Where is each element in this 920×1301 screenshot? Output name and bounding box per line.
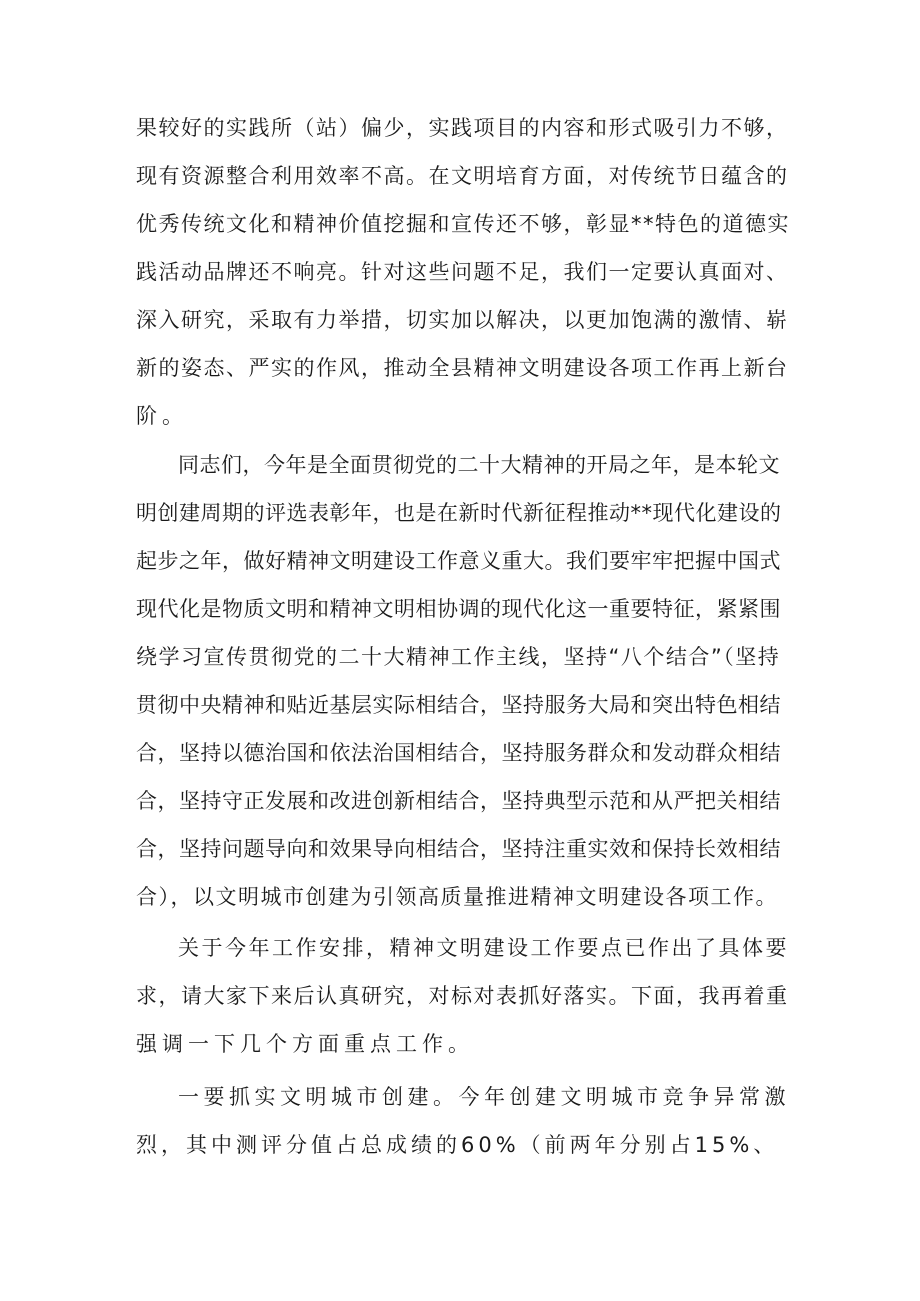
text-line: 合，坚持以德治国和依法治国相结合，坚持服务群众和发动群众相结 xyxy=(136,741,781,765)
text-line: 强调一下几个方面重点工作。 xyxy=(136,1032,474,1056)
text-line: 现有资源整合利用效率不高。在文明培育方面，对传统节日蕴含的 xyxy=(136,164,789,188)
text-line: 深入研究，采取有力举措，切实加以解决，以更加饱满的激情、崭 xyxy=(136,308,789,332)
text-line: 合，坚持守正发展和改进创新相结合，坚持典型示范和从严把关相结 xyxy=(136,789,781,813)
text-line: 明创建周期的评选表彰年，也是在新时代新征程推动**现代化建设的 xyxy=(136,501,782,525)
text-line: 烈，其中测评分值占总成绩的60%（前两年分别占15%、 xyxy=(136,1133,779,1157)
text-line: 贯彻中央精神和贴近基层实际相结合，坚持服务大局和突出特色相结 xyxy=(136,693,781,717)
text-line: 践活动品牌还不响亮。针对这些问题不足，我们一定要认真面对、 xyxy=(136,260,789,284)
text-line: 阶。 xyxy=(136,404,188,428)
paragraph-start-line: 一要抓实文明城市创建。今年创建文明城市竞争异常激 xyxy=(178,1085,790,1109)
text-line: 求，请大家下来后认真研究，对标对表抓好落实。下面，我再着重 xyxy=(136,984,789,1008)
text-line: 绕学习宣传贯彻党的二十大精神工作主线，坚持“八个结合”（坚持 xyxy=(136,645,781,669)
text-line: 新的姿态、严实的作风，推动全县精神文明建设各项工作再上新台 xyxy=(136,356,789,380)
text-line: 合），以文明城市创建为引领高质量推进精神文明建设各项工作。 xyxy=(136,885,778,909)
text-line: 起步之年，做好精神文明建设工作意义重大。我们要牢牢把握中国式 xyxy=(136,549,781,573)
text-line: 果较好的实践所（站）偏少，实践项目的内容和形式吸引力不够， xyxy=(136,116,789,140)
text-line: 优秀传统文化和精神价值挖掘和宣传还不够，彰显**特色的道德实 xyxy=(136,212,790,236)
paragraph-start-line: 同志们，今年是全面贯彻党的二十大精神的开局之年，是本轮文 xyxy=(178,453,780,477)
paragraph-start-line: 关于今年工作安排，精神文明建设工作要点已作出了具体要 xyxy=(178,936,789,960)
text-line: 合，坚持问题导向和效果导向相结合，坚持注重实效和保持长效相结 xyxy=(136,837,781,861)
text-line: 现代化是物质文明和精神文明相协调的现代化这一重要特征，紧紧围 xyxy=(136,597,781,621)
